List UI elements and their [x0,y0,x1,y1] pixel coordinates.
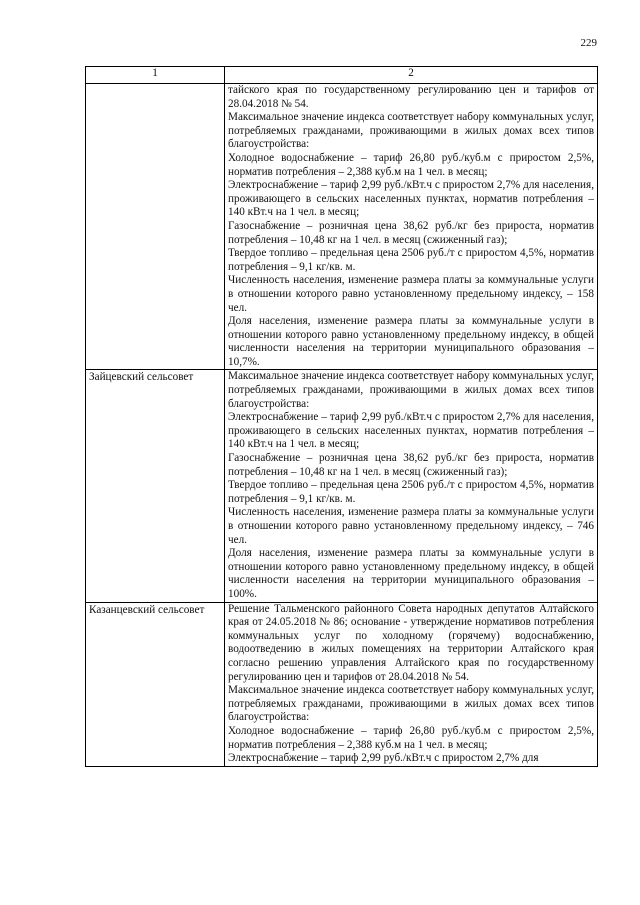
description-paragraph: Электроснабжение – тариф 2,99 руб./кВт.ч с приростом 2,7% для [228,752,539,765]
table-row [86,602,598,766]
description-paragraph: Газоснабжение – розничная цена 38,62 руб./кг без прироста, норматив потребления – 10,48 кг на 1 чел. в месяц (сжиженный газ); [228,452,594,478]
table-row [86,370,598,602]
description-paragraph: Максимальное значение индекса соответствует набору коммунальных услуг, потребляемых гражданами, проживающими в жилых домах всех типов благоустройства: [228,111,594,151]
column-header-2: 2 [225,67,598,84]
description-paragraph: Численность населения, изменение размера платы за коммунальные услуги в отношении которого равно установленному предельному индексу, – 158 чел. [228,274,594,314]
description-paragraph: Твердое топливо – предельная цена 2506 руб./т с приростом 4,5%, норматив потребления – 9,1 кг/кв. м. [228,479,594,505]
description-paragraph: Доля населения, изменение размера платы за коммунальные услуги в отношении которого равно установленному предельному индексу, в общей численности населения на территории муниципального образования – 10,7%. [228,315,594,368]
municipality-name-cell [86,84,225,370]
description-paragraph: Холодное водоснабжение – тариф 26,80 руб./куб.м с приростом 2,5%, норматив потребления – 2,388 куб.м на 1 чел. в месяц; [228,151,594,178]
document-table [85,66,598,767]
municipality-name-cell: Казанцевский сельсовет [86,602,225,766]
description-paragraph: Максимальное значение индекса соответствует набору коммунальных услуг, потребляемых гражданами, проживающими в жилых домах всех типов благоустройства: [228,370,594,410]
description-paragraph: Максимальное значение индекса соответствует набору коммунальных услуг, потребляемых гражданами, проживающими в жилых домах всех типов благоустройства: [228,684,594,724]
table-row [86,84,598,370]
table-body [86,84,598,767]
description-cell [225,602,598,766]
description-paragraph: Электроснабжение – тариф 2,99 руб./кВт.ч с приростом 2,7% для населения, проживающего в сельских населенных пунктах, норматив потребления – 140 кВт.ч на 1 чел. в месяц; [228,411,594,451]
description-paragraph: Доля населения, изменение размера платы за коммунальные услуги в отношении которого равно установленному предельному индексу, в общей численности населения на территории муниципального образования – 100%. [228,547,594,600]
description-cell [225,84,598,370]
description-paragraph: Электроснабжение – тариф 2,99 руб./кВт.ч с приростом 2,7% для населения, проживающего в сельских населенных пунктах, норматив потребления – 140 кВт.ч на 1 чел. в месяц; [228,179,594,219]
description-cell [225,370,598,602]
description-paragraph: Холодное водоснабжение – тариф 26,80 руб./куб.м с приростом 2,5%, норматив потребления – 2,388 куб.м на 1 чел. в месяц; [228,724,594,751]
page-number: 229 [580,37,597,49]
table-header-row [86,67,598,84]
description-paragraph: Твердое топливо – предельная цена 2506 руб./т с приростом 4,5%, норматив потребления – 9,1 кг/кв. м. [228,247,594,273]
description-paragraph: Численность населения, изменение размера платы за коммунальные услуги в отношении которого равно установленному предельному индексу, – 746 чел. [228,506,594,546]
description-paragraph: тайского края по государственному регулированию цен и тарифов от 28.04.2018 № 54. [228,84,594,110]
column-header-1: 1 [86,67,225,84]
municipality-name-cell: Зайцевский сельсовет [86,370,225,602]
description-paragraph: Решение Тальменского районного Совета народных депутатов Алтайского края от 24.05.2018 № 86; основание - утверждение нормативов потребления коммунальных услуг по холодному (горячему) водоснабжению, водоотведению в жилых помещениях на территории Алтайского края согласно решению управления Алтайского края по государственному регулированию цен и тарифов от 28.04.2018 № 54. [228,602,594,683]
description-paragraph: Газоснабжение – розничная цена 38,62 руб./кг без прироста, норматив потребления – 10,48 кг на 1 чел. в месяц (сжиженный газ); [228,219,594,246]
